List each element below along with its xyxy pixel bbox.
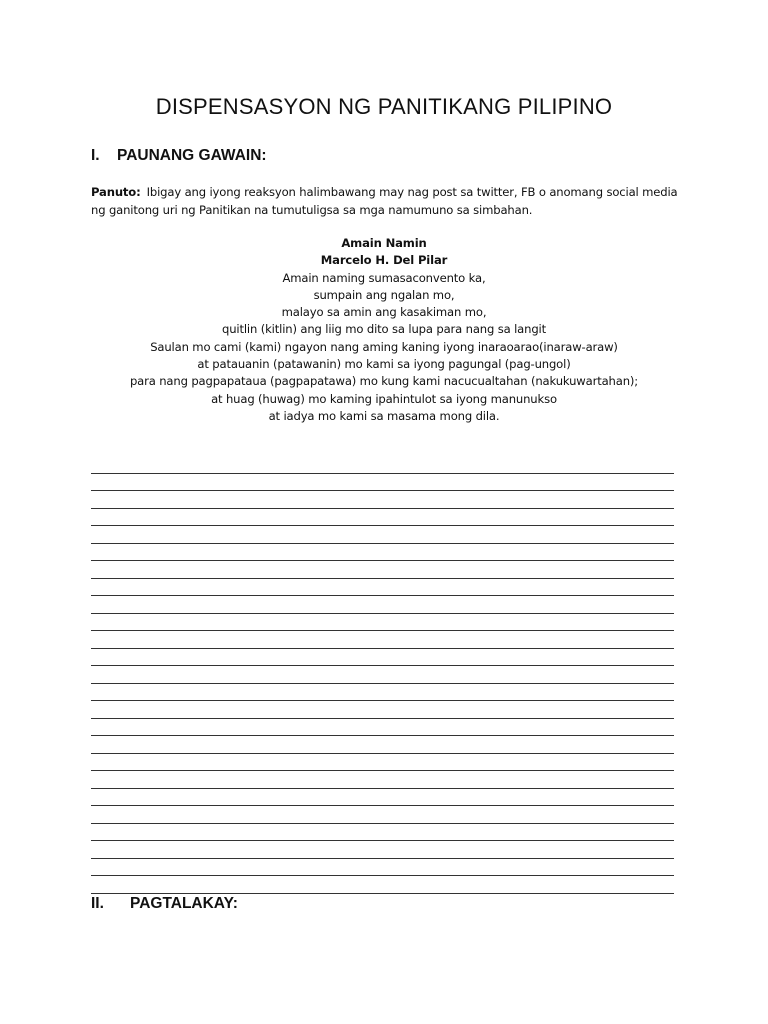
instructions-paragraph [91, 183, 691, 219]
answer-line[interactable] [91, 579, 674, 597]
answer-line[interactable] [91, 701, 674, 719]
answer-line[interactable] [91, 806, 674, 824]
section-1-heading [91, 147, 267, 165]
answer-line[interactable] [91, 824, 674, 842]
poem-block [0, 235, 768, 425]
answer-line[interactable] [91, 526, 674, 544]
poem-lines [0, 270, 768, 426]
poem-line: at huag (huwag) mo kaming ipahintulot sa iyong manunukso [211, 391, 557, 406]
answer-line[interactable] [91, 666, 674, 684]
section-1-number: I. [91, 147, 100, 164]
poem-line: Saulan mo cami (kami) ngayon nang aming kaning iyong inaraoarao(inaraw-araw) [150, 339, 618, 354]
answer-line[interactable] [91, 684, 674, 702]
answer-area[interactable] [91, 456, 674, 894]
poem-line: para nang pagpapataua (pagpapatawa) mo kung kami nacucualtahan (nakukuwartahan); [129, 374, 639, 389]
answer-line[interactable] [91, 754, 674, 772]
instructions-text: Ibigay ang iyong reaksyon halimbawang may nag post sa twitter, FB o anomang social media ng ganitong uri ng Panitikan na tumutuligsa sa mga namumuno sa simbahan. [91, 185, 678, 217]
page-title: DISPENSASYON NG PANITIKANG PILIPINO [155, 94, 613, 119]
answer-line[interactable] [91, 719, 674, 737]
poem-line: at patauanin (patawanin) mo kami sa iyong pagungal (pag-ungol) [197, 357, 571, 372]
poem-title: Amain Namin [341, 236, 427, 250]
answer-line[interactable] [91, 771, 674, 789]
answer-line[interactable] [91, 736, 674, 754]
answer-line[interactable] [91, 456, 674, 474]
poem-line: Amain naming sumasaconvento ka, [282, 270, 486, 285]
answer-line[interactable] [91, 491, 674, 509]
answer-line[interactable] [91, 544, 674, 562]
answer-line[interactable] [91, 561, 674, 579]
answer-line[interactable] [91, 649, 674, 667]
poem-line: quitlin (kitlin) ang liig mo dito sa lupa para nang sa langit [221, 322, 547, 337]
answer-line[interactable] [91, 474, 674, 492]
answer-line[interactable] [91, 596, 674, 614]
section-2-heading [91, 895, 238, 913]
answer-line[interactable] [91, 614, 674, 632]
answer-line[interactable] [91, 789, 674, 807]
answer-line[interactable] [91, 876, 674, 894]
answer-line[interactable] [91, 631, 674, 649]
answer-line[interactable] [91, 859, 674, 877]
instructions-label: Panuto: [91, 185, 141, 199]
poem-author: Marcelo H. Del Pilar [320, 253, 448, 268]
answer-line[interactable] [91, 509, 674, 527]
section-2-title: PAGTALAKAY: [130, 895, 238, 912]
section-2-number: II. [91, 895, 104, 912]
answer-line[interactable] [91, 841, 674, 859]
poem-line: sumpain ang ngalan mo, [313, 287, 455, 302]
poem-line: at iadya mo kami sa masama mong dila. [268, 408, 500, 423]
section-1-title: PAUNANG GAWAIN: [117, 147, 267, 164]
poem-line: malayo sa amin ang kasakiman mo, [281, 305, 487, 320]
